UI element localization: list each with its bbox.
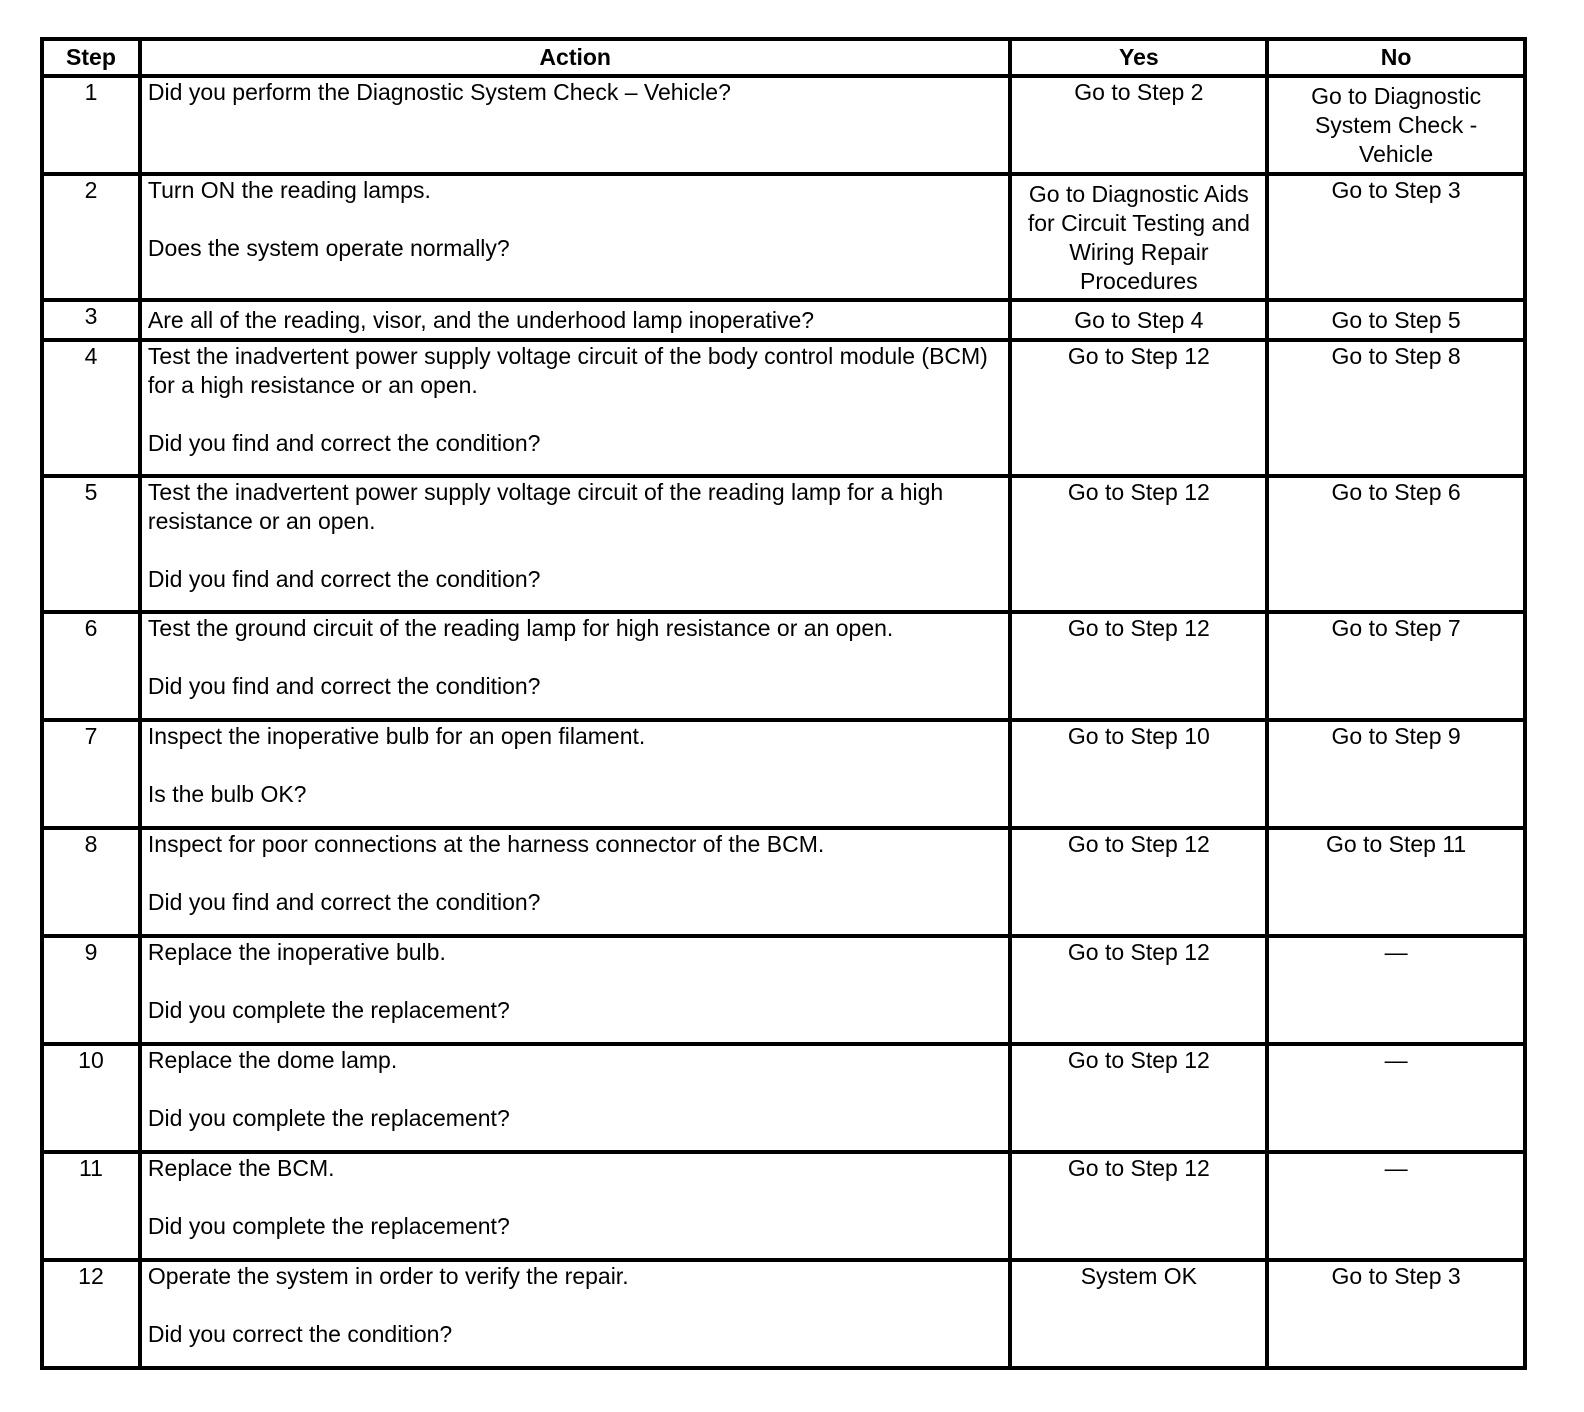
action-question: Does the system operate normally? [147, 235, 510, 261]
spacer [148, 400, 1003, 429]
action-cell [140, 76, 1011, 174]
action-question: Did you complete the replacement? [147, 997, 510, 1023]
no-cell: Go to Diagnostic System Check - Vehicle [1267, 76, 1525, 174]
no-cell: Go to Step 11 [1267, 828, 1525, 936]
action-question: Did you correct the condition? [147, 1321, 453, 1347]
step-number: 9 [42, 936, 140, 1044]
spacer [148, 643, 1003, 672]
action-text: Replace the dome lamp. [147, 1047, 398, 1073]
action-question: Did you find and correct the condition? [147, 673, 541, 699]
action-cell [140, 1044, 1011, 1152]
action-cell [140, 828, 1011, 936]
action-text: Inspect for poor connections at the harness connector of the BCM. [147, 831, 825, 857]
table-row [42, 720, 1525, 828]
table-row [42, 300, 1525, 340]
action-text: Replace the BCM. [147, 1155, 335, 1181]
action-question: Did you find and correct the condition? [147, 889, 541, 915]
action-text: Turn ON the reading lamps. [147, 177, 431, 203]
action-cell [140, 476, 1011, 612]
no-cell: Go to Step 9 [1267, 720, 1525, 828]
yes-cell: Go to Step 12 [1010, 612, 1267, 720]
action-question: Is the bulb OK? [147, 781, 307, 807]
action-cell [140, 612, 1011, 720]
step-number: 8 [42, 828, 140, 936]
action-question: Did you complete the replacement? [147, 1105, 510, 1131]
no-cell: — [1267, 936, 1525, 1044]
step-number: 12 [42, 1260, 140, 1368]
action-text: Did you perform the Diagnostic System Check – Vehicle? [147, 79, 731, 105]
action-cell [140, 340, 1011, 476]
action-text: Test the inadvertent power supply voltage circuit of the reading lamp for a high resistance or an open. [147, 479, 944, 534]
no-cell: — [1267, 1152, 1525, 1260]
table-row [42, 340, 1525, 476]
yes-cell: Go to Step 12 [1010, 1044, 1267, 1152]
step-number: 4 [42, 340, 140, 476]
action-text: Replace the inoperative bulb. [147, 939, 446, 965]
table-row [42, 1044, 1525, 1152]
spacer [148, 1291, 1003, 1320]
yes-cell: Go to Step 12 [1010, 936, 1267, 1044]
yes-cell: System OK [1010, 1260, 1267, 1368]
no-cell: Go to Step 8 [1267, 340, 1525, 476]
no-cell: Go to Step 6 [1267, 476, 1525, 612]
table-row [42, 174, 1525, 300]
no-cell: — [1267, 1044, 1525, 1152]
yes-cell: Go to Step 4 [1010, 300, 1267, 340]
action-question: Did you find and correct the condition? [147, 430, 541, 456]
action-cell [140, 174, 1011, 300]
header-yes: Yes [1010, 39, 1267, 76]
diagnostic-table [40, 37, 1527, 1370]
table-row [42, 828, 1525, 936]
header-no: No [1267, 39, 1525, 76]
action-question: Did you find and correct the condition? [147, 566, 541, 592]
step-number: 2 [42, 174, 140, 300]
action-text: Test the ground circuit of the reading lamp for high resistance or an open. [147, 615, 894, 641]
step-number: 6 [42, 612, 140, 720]
action-cell [140, 1152, 1011, 1260]
table-row [42, 936, 1525, 1044]
yes-cell: Go to Diagnostic Aids for Circuit Testing and Wiring Repair Procedures [1010, 174, 1267, 300]
yes-cell: Go to Step 2 [1010, 76, 1267, 174]
action-text: Test the inadvertent power supply voltage circuit of the body control module (BCM) for a high resistance or an open. [147, 343, 988, 398]
yes-cell: Go to Step 12 [1010, 476, 1267, 612]
step-number: 7 [42, 720, 140, 828]
header-step: Step [42, 39, 140, 76]
action-cell [140, 1260, 1011, 1368]
step-number: 11 [42, 1152, 140, 1260]
action-text: Inspect the inoperative bulb for an open filament. [147, 723, 646, 749]
yes-cell: Go to Step 10 [1010, 720, 1267, 828]
action-question: Did you complete the replacement? [147, 1213, 510, 1239]
table-row [42, 1260, 1525, 1368]
yes-cell: Go to Step 12 [1010, 340, 1267, 476]
spacer [148, 1183, 1003, 1212]
spacer [148, 859, 1003, 888]
step-number: 3 [42, 300, 140, 340]
header-action: Action [140, 39, 1011, 76]
action-text: Are all of the reading, visor, and the underhood lamp inoperative? [147, 306, 815, 333]
action-cell [140, 300, 1011, 340]
no-cell: Go to Step 7 [1267, 612, 1525, 720]
yes-cell: Go to Step 12 [1010, 828, 1267, 936]
table-row [42, 476, 1525, 612]
spacer [148, 751, 1003, 780]
no-cell: Go to Step 3 [1267, 1260, 1525, 1368]
table-row [42, 76, 1525, 174]
action-text: Operate the system in order to verify the repair. [147, 1263, 629, 1289]
action-cell [140, 720, 1011, 828]
spacer [148, 1075, 1003, 1104]
no-cell: Go to Step 5 [1267, 300, 1525, 340]
spacer [148, 536, 1003, 565]
action-cell [140, 936, 1011, 1044]
spacer [148, 205, 1003, 234]
yes-cell: Go to Step 12 [1010, 1152, 1267, 1260]
step-number: 5 [42, 476, 140, 612]
header-row [42, 39, 1525, 76]
spacer [148, 967, 1003, 996]
table-row [42, 612, 1525, 720]
table-row [42, 1152, 1525, 1260]
step-number: 10 [42, 1044, 140, 1152]
step-number: 1 [42, 76, 140, 174]
no-cell: Go to Step 3 [1267, 174, 1525, 300]
